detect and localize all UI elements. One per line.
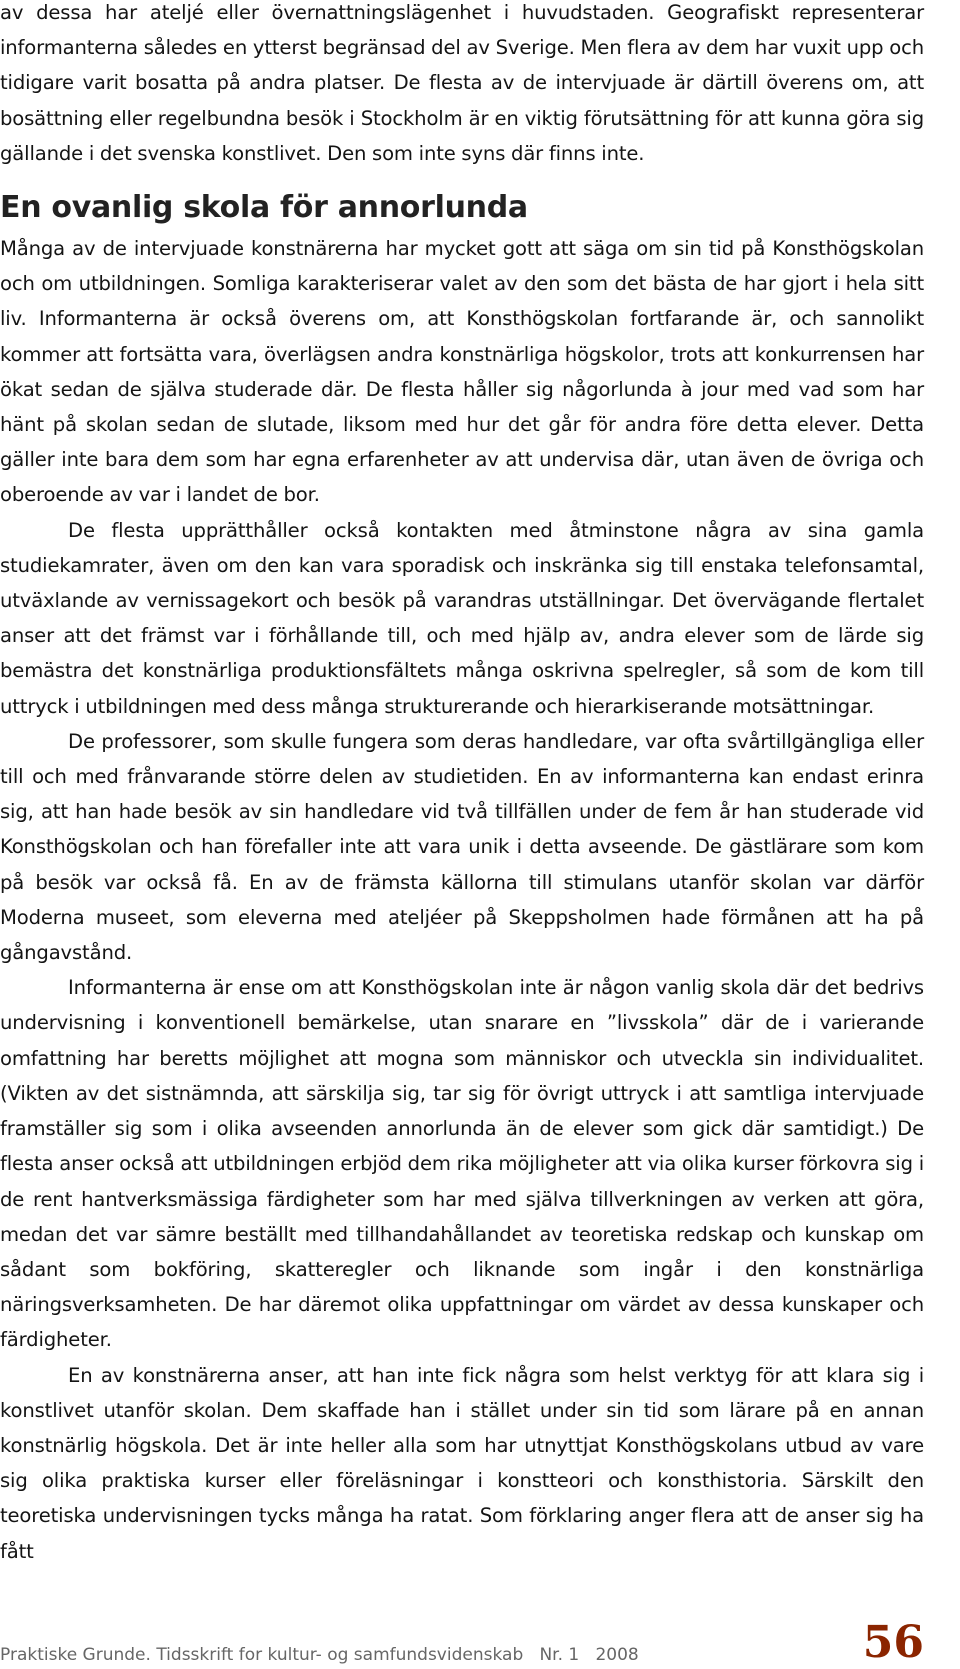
page-number: 56 bbox=[862, 1617, 924, 1668]
paragraph-4: Informanterna är ense om att Konsthögskolan inte är någon vanlig skola där det bedrivs undervisning i konventionell bemärkelse, utan snarare en ”livsskola” där de i varierande omfattning har beretts möjlighet att mogna som människor och utveckla sin individualitet. (Vikten av det sistnämnda, att särskilja sig, tar sig för övrigt uttryck i att samtliga intervjuade framställer sig som i olika avseenden annorlunda än de elever som gick där samtidigt.) De flesta anser också att utbildningen erbjöd dem rika möjligheter att via olika kurser förkovra sig i de rent hantverksmässiga färdigheter som har med själva tillverkningen av verken att göra, medan det var sämre beställt med tillhandahållandet av teoretiska redskap och kunskap om sådant som bokföring, skatteregler och liknande som ingår i den konstnärliga näringsverksamheten. De har däremot olika uppfattningar om värdet av dessa kunskaper och färdigheter. bbox=[0, 976, 924, 1352]
paragraph-2: De flesta upprätthåller också kontakten med åtminstone några av sina gamla studiekamrater, även om den kan vara sporadisk och inskränka sig till enstaka telefonsamtal, utväxlande av vernissagekort och besök på varandras utställningar. Det övervägande flertalet anser att det främst var i förhållande till, och med hjälp av, andra elever som de lärde sig bemästra det konstnärliga produktionsfältets många oskrivna spelregler, så som de kom till uttryck i utbildningen med dess många strukturerande och hierarkiserande motsättningar. bbox=[0, 518, 924, 718]
journal-citation bbox=[0, 1644, 639, 1666]
paragraph-continued: av dessa har ateljé eller övernattningslägenhet i huvudstaden. Geografiskt representerar informanterna således en ytterst begränsad del av Sverige. Men flera av dem har vuxit upp och tidigare varit bosatta på andra platser. De flesta av de intervjuade är därtill överens om, att bosättning eller regelbundna besök i Stockholm är en viktig förutsättning för att kunna göra sig gällande i det svenska konstlivet. Den som inte syns där finns inte. bbox=[0, 1, 924, 165]
paragraph-5: En av konstnärerna anser, att han inte fick några som helst verktyg för att klara sig i konstlivet utanför skolan. Dem skaffade han i stället under sin tid som lärare på en annan konstnärlig högskola. Det är inte heller alla som har utnyttjat Konsthögskolans utbud av vare sig olika praktiska kurser eller föreläsningar i konstteori och konsthistoria. Särskilt den teoretiska undervisningen tycks många ha ratat. Som förklaring anger flera att de anser sig ha fått bbox=[0, 1363, 924, 1563]
page-footer bbox=[0, 1617, 924, 1668]
journal-name: Praktiske Grunde. Tidsskrift for kultur- og samfundsvidenskab bbox=[0, 1645, 524, 1665]
section-heading: En ovanlig skola för annorlunda bbox=[0, 190, 528, 226]
paragraph-1: Många av de intervjuade konstnärerna har mycket gott att säga om sin tid på Konsthögskolan och om utbildningen. Somliga karakteriserar valet av den som det bästa de har gjort i hela sitt liv. Informanterna är också överens om, att Konsthögskolan fortfarande är, och sannolikt kommer att fortsätta vara, överlägsen andra konstnärliga högskolor, trots att konkurrensen har ökat sedan de själva studerade där. De flesta håller sig någorlunda à jour med vad som har hänt på skolan sedan de slutade, liksom med hur det går för andra före detta elever. Detta gäller inte bara dem som har egna erfarenheter av att undervisa där, utan även de övriga och oberoende av var i landet de bor. bbox=[0, 237, 924, 507]
journal-issue: Nr. 1 bbox=[539, 1645, 580, 1665]
journal-year: 2008 bbox=[595, 1645, 639, 1665]
paragraph-3: De professorer, som skulle fungera som deras handledare, var ofta svårtillgängliga eller till och med frånvarande större delen av studietiden. En av informanterna kan endast erinra sig, att han hade besök av sin handledare vid två tillfällen under de fem år han studerade vid Konsthögskolan och han förefaller inte att vara unik i detta avseende. De gästlärare som kom på besök var också få. En av de främsta källorna till stimulans utanför skolan var därför Moderna museet, som eleverna med ateljéer på Skeppsholmen hade förmånen att ha på gångavstånd. bbox=[0, 729, 924, 965]
